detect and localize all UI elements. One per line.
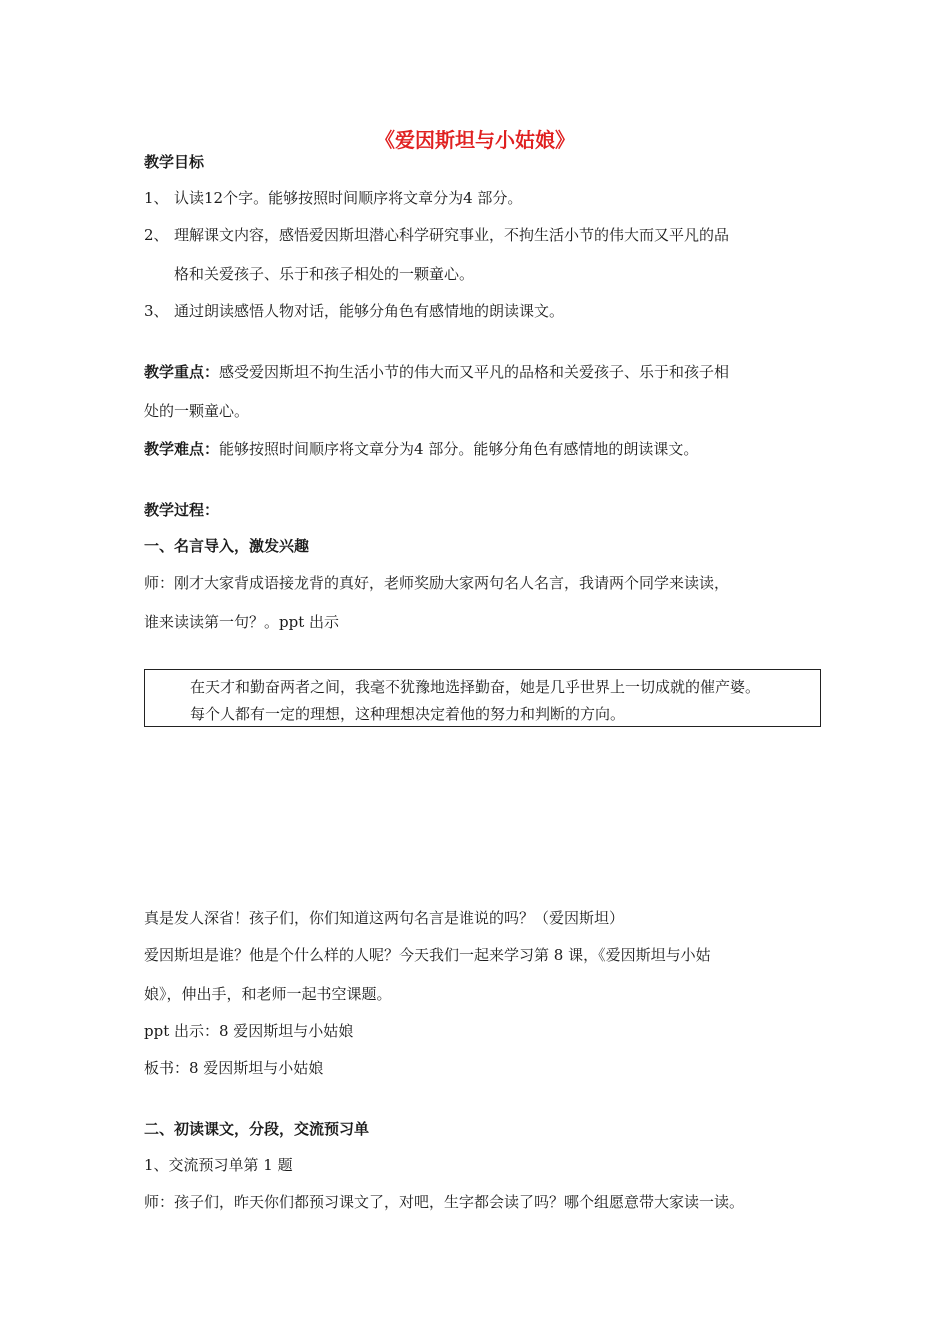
- section-2-paragraph-2: 师：孩子们，昨天你们都预习课文了，对吧，生字都会读了吗？哪个组愿意带大家读一读。: [144, 1193, 745, 1211]
- objective-1-number: 1、: [144, 189, 169, 207]
- section-2-paragraph-1: 1、交流预习单第 1 题: [144, 1156, 293, 1174]
- quote-1: 在天才和勤奋两者之间，我毫不犹豫地选择勤奋，她是几乎世界上一切成就的催产婆。: [190, 678, 761, 696]
- objective-3-number: 3、: [144, 302, 169, 320]
- section-1-paragraph-1: 师：刚才大家背成语接龙背的真好，老师奖励大家两句名人名言，我请两个同学来读读，: [144, 574, 730, 592]
- difficulty-paragraph: [144, 439, 698, 459]
- key-point-paragraph: [144, 362, 729, 382]
- section-1-heading: 一、名言导入，激发兴趣: [144, 537, 310, 555]
- difficulty-text: 能够按照时间顺序将文章分为4 部分。能够分角色有感情地的朗读课文。: [219, 440, 699, 458]
- difficulty-label: 教学难点：: [144, 440, 220, 458]
- quote-box: [144, 669, 821, 727]
- key-point-text: 感受爱因斯坦不拘生活小节的伟大而又平凡的品格和关爱孩子、乐于和孩子相: [219, 363, 730, 381]
- objective-2-number: 2、: [144, 226, 169, 244]
- section-1-board-line: 板书：8 爱因斯坦与小姑娘: [144, 1059, 324, 1077]
- quote-2: 每个人都有一定的理想，这种理想决定着他的努力和判断的方向。: [190, 705, 626, 723]
- objective-3-text: 通过朗读感悟人物对话，能够分角色有感情地的朗读课文。: [174, 302, 565, 320]
- objective-2-continuation: 格和关爱孩子、乐于和孩子相处的一颗童心。: [174, 265, 475, 283]
- key-point-label: 教学重点：: [144, 363, 220, 381]
- key-point-continuation: 处的一颗童心。: [144, 402, 250, 420]
- section-1-paragraph-1-continuation: 谁来读读第一句？。ppt 出示: [144, 613, 340, 631]
- section-1-paragraph-3: 爱因斯坦是谁？他是个什么样的人呢？今天我们一起来学习第 8 课，《爱因斯坦与小姑: [144, 946, 711, 964]
- process-heading: 教学过程：: [144, 501, 220, 519]
- section-1-paragraph-3-continuation: 娘》，伸出手，和老师一起书空课题。: [144, 985, 392, 1003]
- document-title: 《爱因斯坦与小姑娘》: [375, 128, 575, 152]
- section-2-heading: 二、初读课文，分段，交流预习单: [144, 1120, 370, 1138]
- objective-1-text: 认读12个字。能够按照时间顺序将文章分为4 部分。: [174, 189, 523, 207]
- objectives-heading: 教学目标: [144, 153, 205, 171]
- section-1-ppt-line: ppt 出示：8 爱因斯坦与小姑娘: [144, 1022, 354, 1040]
- section-1-paragraph-2: 真是发人深省！孩子们，你们知道这两句名言是谁说的吗？（爱因斯坦）: [144, 909, 625, 927]
- objective-2-text: 理解课文内容，感悟爱因斯坦潜心科学研究事业，不拘生活小节的伟大而又平凡的品: [174, 226, 730, 244]
